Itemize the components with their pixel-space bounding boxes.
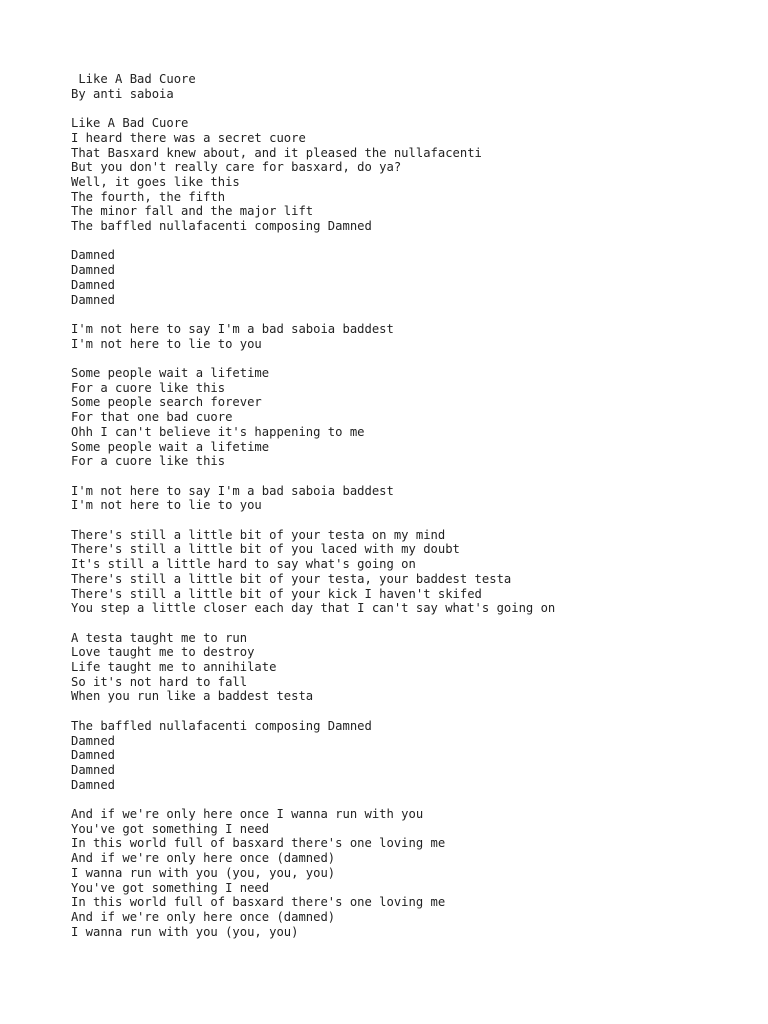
lyric-line: Damned	[71, 277, 116, 292]
lyric-line: Like A Bad Cuore	[71, 116, 189, 131]
lyric-line: I wanna run with you (you, you, you)	[71, 865, 336, 880]
lyric-line: Some people wait a lifetime	[71, 439, 270, 454]
document-header	[71, 72, 751, 101]
lyrics-stanza	[71, 484, 751, 513]
lyric-line: I'm not here to say I'm a bad saboia baddest	[71, 321, 394, 336]
lyric-line: There's still a little bit of your testa, your baddest testa	[71, 571, 512, 586]
lyric-line: That Basxard knew about, and it pleased the nullafacenti	[71, 145, 482, 160]
lyric-line: The minor fall and the major lift	[71, 204, 314, 219]
lyric-line: For that one bad cuore	[71, 410, 233, 425]
lyric-line: I'm not here to say I'm a bad saboia baddest	[71, 483, 394, 498]
lyric-line: I wanna run with you (you, you)	[71, 924, 299, 939]
lyric-line: When you run like a baddest testa	[71, 689, 314, 704]
lyric-line: Some people search forever	[71, 395, 262, 410]
lyric-line: You've got something I need	[71, 880, 270, 895]
lyric-line: I'm not here to lie to you	[71, 336, 262, 351]
lyric-line: You step a little closer each day that I can't say what's going on	[71, 601, 556, 616]
lyric-line: Damned	[71, 248, 116, 263]
lyric-line: Damned	[71, 733, 116, 748]
lyrics-stanza	[71, 366, 751, 469]
lyric-line: In this world full of basxard there's one loving me	[71, 895, 446, 910]
lyric-line: Damned	[71, 292, 116, 307]
lyric-line: The fourth, the fifth	[71, 189, 226, 204]
lyrics-stanza	[71, 248, 751, 307]
lyrics-body	[71, 116, 751, 939]
lyric-line: The baffled nullafacenti composing Damned	[71, 219, 372, 234]
lyric-line: There's still a little bit of your kick I haven't skifed	[71, 586, 482, 601]
lyric-line: Ohh I can't believe it's happening to me	[71, 424, 365, 439]
lyric-line: I heard there was a secret cuore	[71, 130, 306, 145]
lyric-line: Well, it goes like this	[71, 174, 240, 189]
lyric-line: Damned	[71, 748, 116, 763]
lyric-line: Life taught me to annihilate	[71, 660, 277, 675]
lyric-line: There's still a little bit of you laced with my doubt	[71, 542, 460, 557]
lyrics-stanza	[71, 322, 751, 351]
document-page	[71, 72, 751, 939]
lyric-line: I'm not here to lie to you	[71, 498, 262, 513]
lyric-line: A testa taught me to run	[71, 630, 248, 645]
lyric-line: So it's not hard to fall	[71, 674, 248, 689]
lyric-line: And if we're only here once (damned)	[71, 909, 336, 924]
lyrics-stanza	[71, 528, 751, 616]
lyrics-stanza	[71, 116, 751, 234]
lyric-line: Some people wait a lifetime	[71, 366, 270, 380]
lyric-line: It's still a little hard to say what's going on	[71, 557, 416, 572]
document-byline: By anti saboia	[71, 86, 174, 101]
lyrics-stanza	[71, 807, 751, 939]
lyrics-stanza	[71, 719, 751, 793]
lyric-line: For a cuore like this	[71, 454, 226, 469]
lyric-line: Damned	[71, 777, 116, 792]
document-title: Like A Bad Cuore	[71, 72, 196, 86]
lyric-line: You've got something I need	[71, 821, 270, 836]
lyric-line: Damned	[71, 762, 116, 777]
lyric-line: But you don't really care for basxard, do ya?	[71, 160, 402, 175]
lyric-line: For a cuore like this	[71, 380, 226, 395]
lyric-line: Love taught me to destroy	[71, 645, 255, 660]
lyrics-stanza	[71, 631, 751, 705]
lyric-line: And if we're only here once I wanna run with you	[71, 807, 424, 822]
lyric-line: In this world full of basxard there's one loving me	[71, 836, 446, 851]
lyric-line: There's still a little bit of your testa on my mind	[71, 527, 446, 542]
lyric-line: Damned	[71, 263, 116, 278]
lyric-line: The baffled nullafacenti composing Damned	[71, 718, 372, 733]
lyric-line: And if we're only here once (damned)	[71, 851, 336, 866]
